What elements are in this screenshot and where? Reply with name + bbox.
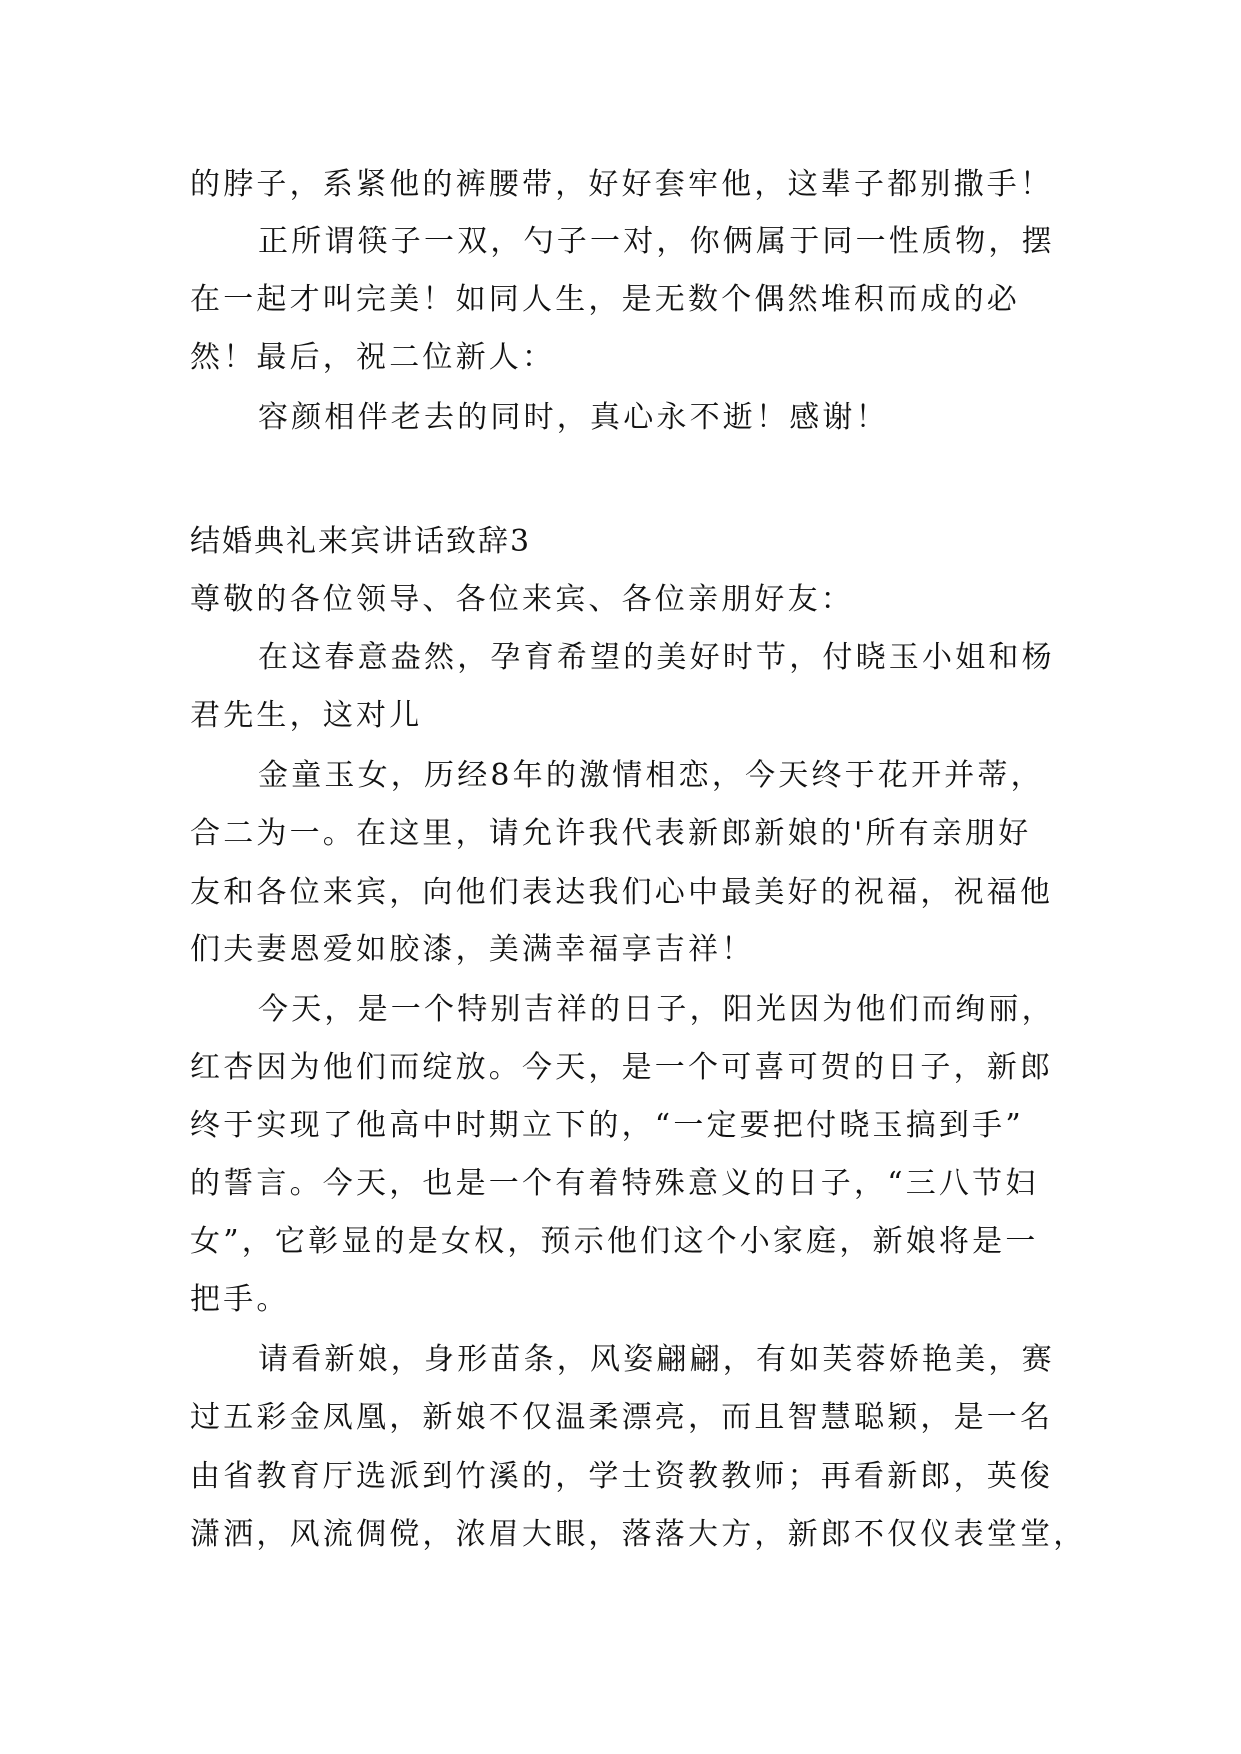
text-line: 友和各位来宾，向他们表达我们心中最美好的祝福，祝福他 bbox=[190, 875, 1054, 910]
text-line: 潇洒，风流倜傥，浓眉大眼，落落大方，新郎不仅仪表堂堂， bbox=[190, 1517, 1087, 1552]
salutation: 尊敬的各位领导、各位来宾、各位亲朋好友： bbox=[190, 582, 854, 617]
text-line: 女”，它彰显的是女权，预示他们这个小家庭，新娘将是一 bbox=[190, 1224, 1039, 1259]
text-line: 把手。 bbox=[190, 1282, 290, 1317]
paragraph-first-line: 容颜相伴老去的同时，真心永不逝！感谢！ bbox=[258, 400, 889, 435]
section-title: 结婚典礼来宾讲话致辞3 bbox=[190, 524, 532, 559]
paragraph-first-line: 在这春意盎然，孕育希望的美好时节，付晓玉小姐和杨 bbox=[258, 640, 1055, 675]
paragraph-first-line: 金童玉女，历经8年的激情相恋，今天终于花开并蒂， bbox=[258, 758, 1044, 793]
paragraph-first-line: 今天，是一个特别吉祥的日子，阳光因为他们而绚丽， bbox=[258, 992, 1055, 1027]
text-line: 然！最后，祝二位新人： bbox=[190, 340, 556, 375]
text-line: 们夫妻恩爱如胶漆，美满幸福享吉祥！ bbox=[190, 932, 755, 967]
text-line: 的脖子，系紧他的裤腰带，好好套牢他，这辈子都别撒手！ bbox=[190, 167, 1054, 202]
text-line: 在一起才叫完美！如同人生，是无数个偶然堆积而成的必 bbox=[190, 282, 1020, 317]
text-line: 过五彩金凤凰，新娘不仅温柔漂亮，而且智慧聪颖，是一名 bbox=[190, 1400, 1054, 1435]
text-line: 由省教育厅选派到竹溪的，学士资教教师；再看新郎，英俊 bbox=[190, 1459, 1054, 1494]
text-line: 红杏因为他们而绽放。今天，是一个可喜可贺的日子，新郎 bbox=[190, 1050, 1054, 1085]
text-line: 合二为一。在这里，请允许我代表新郎新娘的'所有亲朋好 bbox=[190, 816, 1032, 851]
text-line: 终于实现了他高中时期立下的，“一定要把付晓玉搞到手” bbox=[190, 1108, 1024, 1143]
text-line: 君先生，这对儿 bbox=[190, 698, 423, 733]
paragraph-first-line: 正所谓筷子一双，勺子一对，你俩属于同一性质物，摆 bbox=[258, 224, 1055, 259]
text-line: 的誓言。今天，也是一个有着特殊意义的日子，“三八节妇 bbox=[190, 1166, 1039, 1201]
paragraph-first-line: 请看新娘，身形苗条，风姿翩翩，有如芙蓉娇艳美，赛 bbox=[258, 1342, 1055, 1377]
